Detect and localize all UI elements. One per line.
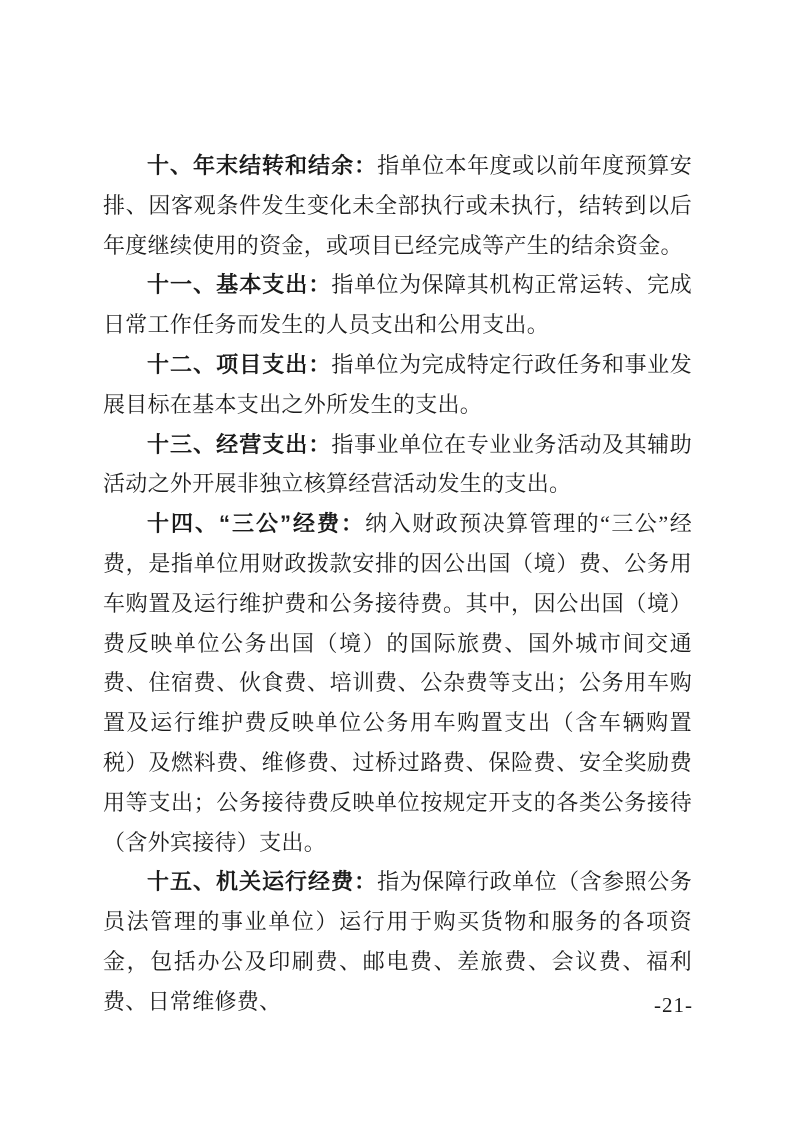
paragraph-body: 指单位为完成特定行政任务和事业发展目标在基本支出之外所发生的支出。 bbox=[103, 351, 692, 417]
paragraph bbox=[103, 345, 692, 425]
paragraph bbox=[103, 265, 692, 345]
paragraph bbox=[103, 504, 692, 862]
paragraph-body: 纳入财政预决算管理的“三公”经费，是指单位用财政拨款安排的因公出国（境）费、公务用车购置及运行维护费和公务接待费。其中，因公出国（境）费反映单位公务出国（境）的国际旅费、国外城市间交通费、住宿费、伙食费、培训费、公杂费等支出；公务用车购置及运行维护费反映单位公务用车购置支出（含车辆购置税）及燃料费、维修费、过桥过路费、保险费、安全奖励费用等支出；公务接待费反映单位按规定开支的各类公务接待（含外宾接待）支出。 bbox=[103, 511, 692, 855]
paragraph-body: 指事业单位在专业业务活动及其辅助活动之外开展非独立核算经营活动发生的支出。 bbox=[103, 431, 692, 497]
paragraph-body: 指为保障行政单位（含参照公务员法管理的事业单位）运行用于购买货物和服务的各项资金，包括办公及印刷费、邮电费、差旅费、会议费、福利费、日常维修费、 bbox=[103, 869, 692, 1014]
page-number: -21- bbox=[654, 993, 693, 1017]
document-body bbox=[103, 146, 692, 1022]
paragraph-heading: 十五、机关运行经费： bbox=[147, 869, 378, 895]
paragraph bbox=[103, 862, 692, 1021]
paragraph-heading: 十一、基本支出： bbox=[147, 272, 332, 298]
paragraph-heading: 十四、“三公”经费： bbox=[147, 511, 366, 537]
paragraph-heading: 十二、项目支出： bbox=[147, 351, 332, 377]
paragraph-body: 指单位本年度或以前年度预算安排、因客观条件发生变化未全部执行或未执行，结转到以后年度继续使用的资金，或项目已经完成等产生的结余资金。 bbox=[103, 153, 692, 258]
paragraph-body: 指单位为保障其机构正常运转、完成日常工作任务而发生的人员支出和公用支出。 bbox=[103, 272, 692, 338]
paragraph-heading: 十、年末结转和结余： bbox=[147, 153, 378, 178]
paragraph-heading: 十三、经营支出： bbox=[147, 431, 332, 457]
paragraph bbox=[103, 425, 692, 505]
paragraph bbox=[103, 146, 692, 265]
